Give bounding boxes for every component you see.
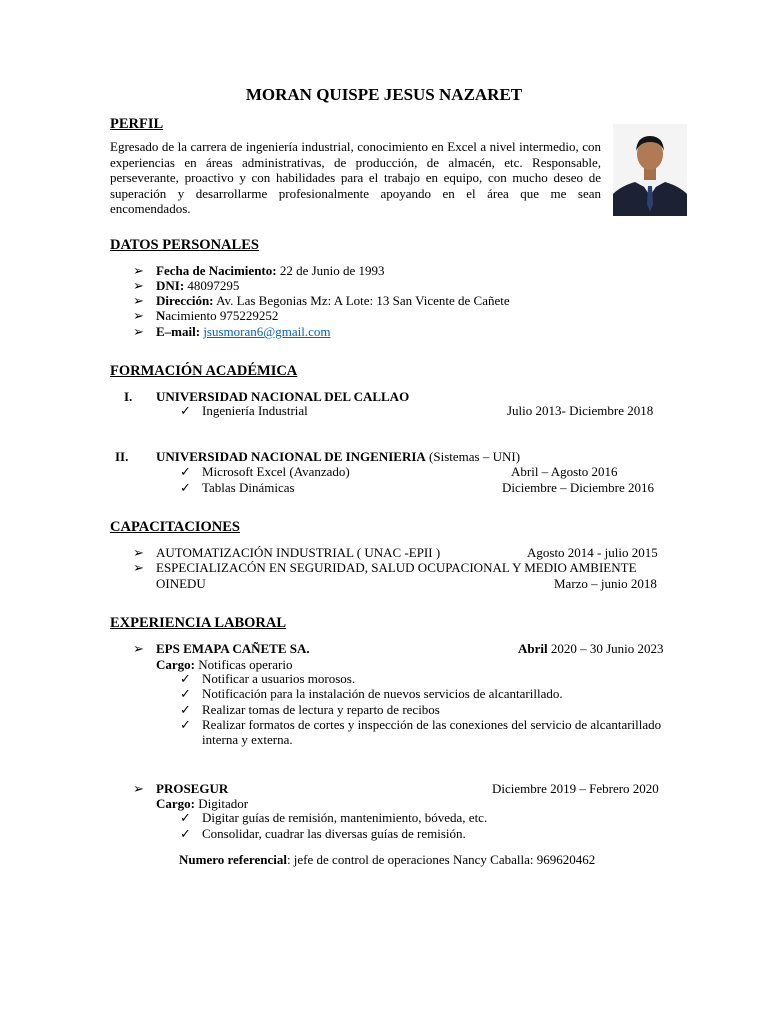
datos-item: E–mail: jsusmoran6@gmail.com (156, 324, 331, 339)
check-icon: ✓ (180, 686, 191, 701)
check-icon: ✓ (180, 464, 191, 479)
company-name: EPS EMAPA CAÑETE SA. (156, 641, 310, 656)
job-date: Abril 2020 – 30 Junio 2023 (518, 641, 664, 656)
check-icon: ✓ (180, 671, 191, 686)
bullet-arrow-icon: ➢ (133, 560, 144, 575)
capacitaciones-heading: CAPACITACIONES (110, 519, 240, 535)
check-icon: ✓ (180, 810, 191, 825)
course-date: Abril – Agosto 2016 (511, 464, 618, 479)
job-cargo: Cargo: Digitador (156, 796, 249, 811)
uni-name: UNIVERSIDAD NACIONAL DEL CALLAO (156, 389, 410, 404)
job-task: Digitar guías de remisión, mantenimiento, bóveda, etc. (202, 810, 488, 825)
bullet-arrow-icon: ➢ (133, 263, 144, 278)
training-date: Marzo – junio 2018 (554, 576, 657, 591)
course-date: Julio 2013- Diciembre 2018 (507, 403, 654, 418)
job-task: Consolidar, cuadrar las diversas guías de remisión. (202, 826, 466, 841)
course-date: Diciembre – Diciembre 2016 (502, 480, 654, 495)
job-task-cont: interna y externa. (202, 732, 293, 747)
perfil-heading: PERFIL (110, 116, 164, 132)
job-cargo: Cargo: Notificas operario (156, 657, 293, 672)
bullet-arrow-icon: ➢ (133, 278, 144, 293)
company-name: PROSEGUR (156, 781, 229, 796)
course-name: Tablas Dinámicas (202, 480, 295, 495)
uni-name: UNIVERSIDAD NACIONAL DE INGENIERIA (Sistemas – UNI) (156, 449, 521, 464)
uni-number: II. (115, 449, 129, 464)
perfil-text: Egresado de la carrera de ingeniería industrial, conocimiento en Excel a nivel intermedio, con experiencias en áreas administrativas, de producción, de almacén, etc. Responsable, perseverante, proactivo y con habilidades para el trabajo en equipo, con mucho deseo de superación y desarrollarme profesionalmente apoyando en el área que me sean encomendados. (110, 139, 601, 216)
check-icon: ✓ (180, 717, 191, 732)
course-name: Ingeniería Industrial (202, 403, 308, 418)
check-icon: ✓ (180, 480, 191, 495)
check-icon: ✓ (180, 702, 191, 717)
resume-name: MORAN QUISPE JESUS NAZARET (245, 85, 523, 104)
job-task: Notificar a usuarios morosos. (202, 671, 356, 686)
bullet-arrow-icon: ➢ (133, 545, 144, 560)
training-name-cont: OINEDU (156, 576, 206, 591)
bullet-arrow-icon: ➢ (133, 641, 144, 656)
datos-heading: DATOS PERSONALES (110, 237, 259, 253)
uni-number: I. (124, 389, 133, 404)
bullet-arrow-icon: ➢ (133, 308, 144, 323)
reference-contact: Numero referencial: jefe de control de operaciones Nancy Caballa: 969620462 (179, 852, 596, 867)
experiencia-heading: EXPERIENCIA LABORAL (110, 615, 287, 631)
training-name: ESPECIALIZACÓN EN SEGURIDAD, SALUD OCUPACIONAL Y MEDIO AMBIENTE (156, 560, 637, 575)
bullet-arrow-icon: ➢ (133, 324, 144, 339)
email-link[interactable]: jsusmoran6@gmail.com (203, 324, 331, 339)
bullet-arrow-icon: ➢ (133, 293, 144, 308)
job-task: Realizar tomas de lectura y reparto de recibos (202, 702, 440, 717)
bullet-arrow-icon: ➢ (133, 781, 144, 796)
datos-item: Dirección: Av. Las Begonias Mz: A Lote: 13 San Vicente de Cañete (156, 293, 510, 308)
training-date: Agosto 2014 - julio 2015 (527, 545, 658, 560)
training-name: AUTOMATIZACIÓN INDUSTRIAL ( UNAC -EPII ) (156, 545, 441, 560)
formacion-heading: FORMACIÓN ACADÉMICA (110, 363, 298, 379)
datos-item: Nacimiento 975229252 (156, 308, 279, 323)
check-icon: ✓ (180, 826, 191, 841)
job-task: Realizar formatos de cortes y inspección de las conexiones del servicio de alcantarillado (202, 717, 662, 732)
job-task: Notificación para la instalación de nuevos servicios de alcantarillado. (202, 686, 563, 701)
job-date: Diciembre 2019 – Febrero 2020 (492, 781, 659, 796)
check-icon: ✓ (180, 403, 191, 418)
datos-item: Fecha de Nacimiento: 22 de Junio de 1993 (156, 263, 385, 278)
course-name: Microsoft Excel (Avanzado) (202, 464, 350, 479)
datos-item: DNI: 48097295 (156, 278, 240, 293)
profile-photo (613, 124, 687, 216)
